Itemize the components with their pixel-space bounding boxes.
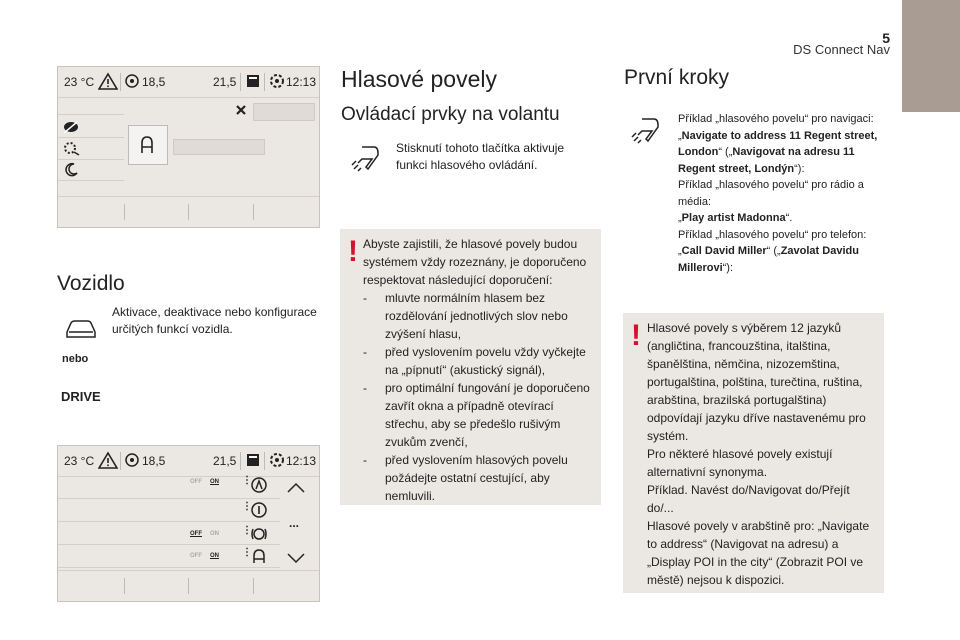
fan-icon <box>124 72 140 90</box>
toggle-2[interactable]: OFF ON <box>190 531 219 537</box>
warning-intro: Abyste zajistili, že hlasové povely budou systémem vždy rozeznány, je doporučeno respektovat následující doporučení: <box>363 237 587 287</box>
voice-examples: Příklad „hlasového povelu“ pro navigaci: „Navigate to address 11 Regent street, London“ („Navigovat na adresu 11 Regent street, Londýn“): Příklad „hlasového povelu“ pro rádio a média: „Play artist Madonna“. Příklad „hlasového povelu“ pro telefon: „Call David Miller“ („Zavolat Davidu Millerovi“): <box>678 113 878 274</box>
fan-icon <box>124 451 140 469</box>
temp-right: 21,5 <box>213 454 237 468</box>
temp-left: 18,5 <box>142 454 166 468</box>
vehicle-title: Vozidlo <box>57 272 125 295</box>
temperature: 23 °C <box>64 454 95 468</box>
label-drive: DRIVE <box>61 389 101 404</box>
voice-intro: Stisknutí tohoto tlačítka aktivuje funkci hlasového ovládání. <box>396 141 565 172</box>
label-nebo: nebo <box>62 353 89 365</box>
temperature: 23 °C <box>64 75 95 89</box>
status-bar <box>58 67 319 98</box>
settings-icon <box>268 72 286 90</box>
warning-item: - mluvte normálním hlasem bez rozdělování jednotlivých slov nebo zvýšení hlasu, <box>363 289 595 343</box>
page-tab <box>902 0 960 112</box>
chevron-up-icon[interactable] <box>286 482 306 494</box>
voice-subtitle: Ovládací prvky na volantu <box>341 104 560 125</box>
vehicle-screen-2: 23 °C 18,5 21,5 12:13 OFF ON ⋮ ⋮ ... OFF ON ⋮ OFF ON ⋮ <box>57 445 320 602</box>
vehicle-screen-1 <box>57 66 320 228</box>
phone-icon <box>244 451 262 469</box>
temp-right: 21,5 <box>213 75 237 89</box>
parking-assist-icon <box>250 476 268 494</box>
temp-left: 18,5 <box>142 75 166 89</box>
seat-icon <box>137 133 157 155</box>
clock: 12:13 <box>286 75 317 89</box>
voice-warning-box <box>340 229 601 505</box>
brake-icon <box>250 525 268 543</box>
section-title: DS Connect Nav <box>793 42 890 57</box>
status-bar-2 <box>58 446 319 477</box>
clock: 12:13 <box>286 454 317 468</box>
toggle-3[interactable]: OFF ON <box>190 553 219 559</box>
close-icon <box>234 103 248 117</box>
toggle-1[interactable]: OFF ON <box>190 479 219 485</box>
language-note-box <box>623 313 884 593</box>
page-number: 5 <box>882 30 890 46</box>
first-steps-title: První kroky <box>624 66 730 89</box>
car-lights-icon <box>62 119 80 135</box>
night-mode-icon <box>62 161 80 177</box>
warning-icon <box>98 72 118 90</box>
vehicle-text: Aktivace, deaktivace nebo konfigurace určitých funkcí vozidla. <box>112 305 317 336</box>
phone-icon <box>244 72 262 90</box>
warning-item: - před vyslovením povelu vždy vyčkejte na „pípnutí“ (akustický signál), <box>363 343 595 379</box>
language-note: Hlasové povely s výběrem 12 jazyků (angličtina, francouzština, italština, španělština, němčina, nizozemština, portugalština, polština, turečtina, ruština, arabština, brazilská portugalština) odpovídají jazyku dříve nastavenému pro systém. Pro některé hlasové povely existují alternativní synonyma. Příklad. Navést do/Navigovat do/Přejít do/... Hlasové povely v arabštině pro: „Navigate to address“ (Navigovat na adresu) a „Display POI in the city“ (Zobrazit POI ve městě) nejsou k dispozici. <box>647 321 870 587</box>
ellipsis: ... <box>289 516 300 530</box>
warning-item: - před vyslovením hlasových povelu požádejte ostatní cestující, aby nemluvili. <box>363 451 595 505</box>
warning-mark-icon: ! <box>631 319 641 352</box>
settings-icon <box>268 451 286 469</box>
voice-title: Hlasové povely <box>341 66 497 92</box>
voice-warning-text <box>363 235 595 505</box>
seat-belt-icon <box>250 547 268 565</box>
voice-command-icon <box>350 143 380 173</box>
car-icon <box>63 318 99 340</box>
warning-mark-icon: ! <box>348 235 358 268</box>
voice-command-icon-2 <box>630 115 660 145</box>
warning-icon <box>98 451 118 469</box>
info-icon <box>250 501 268 519</box>
chevron-down-icon[interactable] <box>286 552 306 564</box>
warning-item: - pro optimální fungování je doporučeno zavřít okna a případně otevírací střechu, aby se předešlo rušivým zvukům zvenčí, <box>363 379 595 451</box>
settings-light-icon <box>62 140 80 156</box>
